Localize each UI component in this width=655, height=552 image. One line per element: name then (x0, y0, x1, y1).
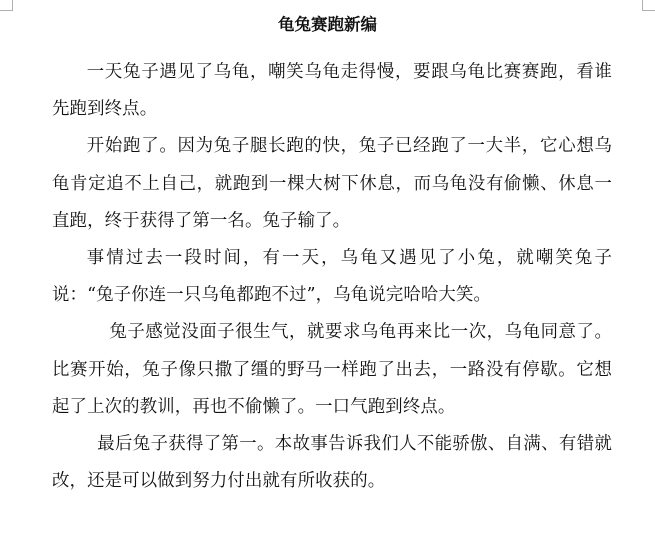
paragraph-4: 兔子感觉没面子很生气，就要求乌龟再来比一次，乌龟同意了。比赛开始，兔子像只撒了缰的野马一样跑了出去，一路没有停歇。它想起了上次的教训，再也不偷懒了。一口气跑到终点。 (52, 322, 612, 417)
paragraph-2: 开始跑了。因为兔子腿长跑的快，兔子已经跑了一大半，它心想乌龟肯定追不上自己，就跑到一棵大树下休息，而乌龟没有偷懒、休息一直跑，终于获得了第一名。兔子输了。 (52, 136, 612, 231)
page-corner-mark-left (0, 0, 13, 11)
document-title: 龟兔赛跑新编 (278, 15, 377, 34)
page-corner-mark-right (642, 0, 655, 11)
document-body (52, 54, 612, 500)
paragraph-1: 一天兔子遇见了乌龟，嘲笑乌龟走得慢，要跟乌龟比赛赛跑，看谁先跑到终点。 (52, 62, 612, 120)
paragraph-3: 事情过去一段时间，有一天，乌龟又遇见了小兔，就嘲笑兔子说：“兔子你连一只乌龟都跑不过”，乌龟说完哈哈大笑。 (52, 248, 612, 306)
paragraph-5: 最后兔子获得了第一。本故事告诉我们人不能骄傲、自满、有错就改，还是可以做到努力付出就有所收获的。 (52, 434, 612, 492)
